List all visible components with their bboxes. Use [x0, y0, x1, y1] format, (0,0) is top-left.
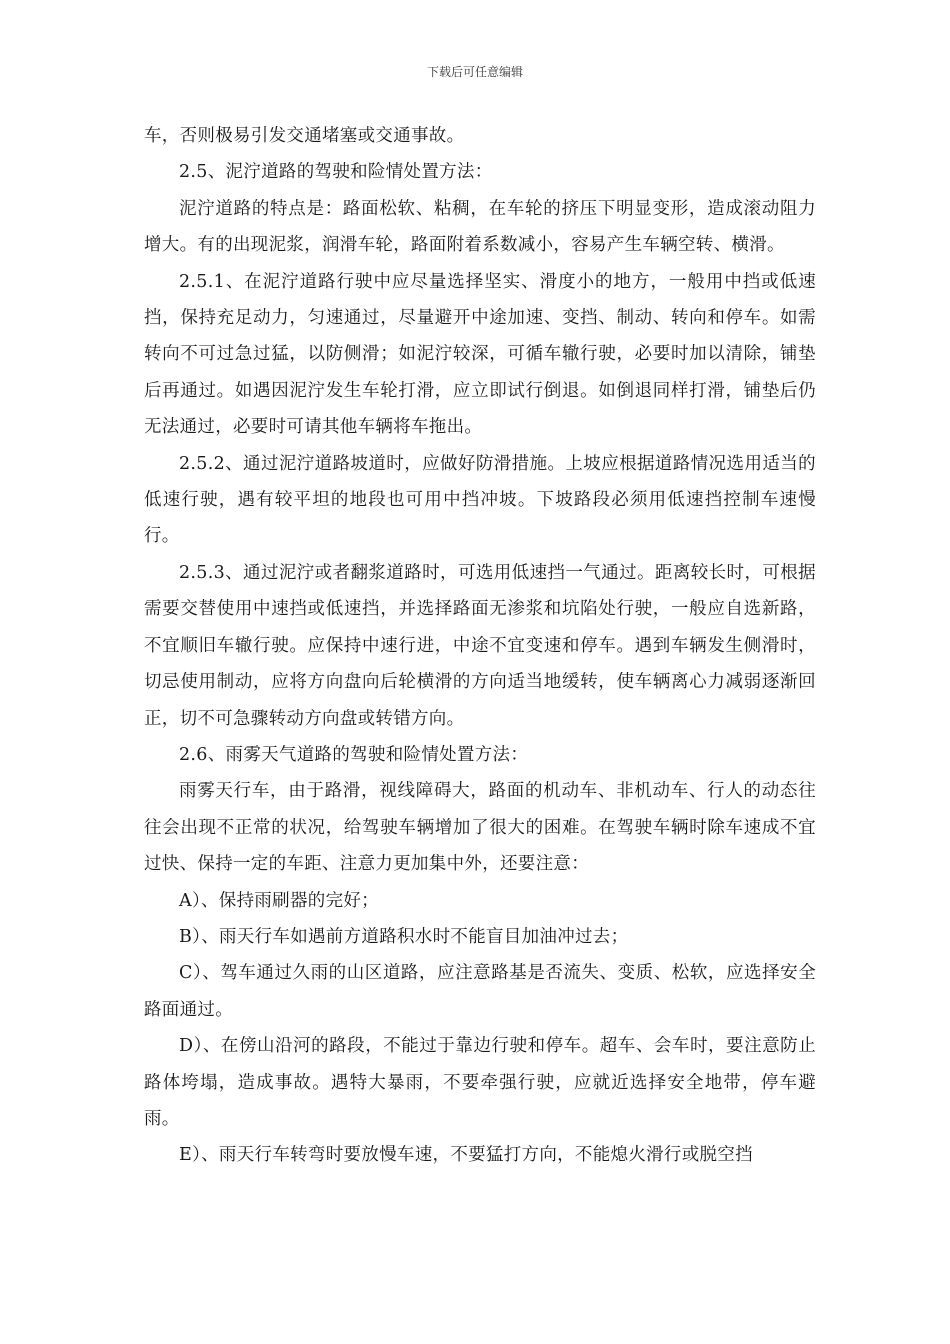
paragraph: 雨雾天行车，由于路滑，视线障碍大，路面的机动车、非机动车、行人的动态往往会出现不正常的状况，给驾驶车辆增加了很大的困难。在驾驶车辆时除车速成不宜过快、保持一定的车距、注意力更加集中外，还要注意：	[144, 781, 816, 875]
list-item: E）、雨天行车转弯时要放慢车速，不要猛打方向，不能熄火滑行或脱空挡	[179, 1145, 753, 1166]
list-item: B）、雨天行车如遇前方道路积水时不能盲目加油冲过去；	[179, 926, 629, 947]
paragraph: 2.5.2、通过泥泞道路坡道时，应做好防滑措施。上坡应根据道路情况选用适当的低速行驶，遇有较平坦的地段也可用中挡冲坡。下坡路段必须用低速挡控制车速慢行。	[144, 453, 816, 547]
document-body	[144, 118, 816, 1174]
paragraph: 2.5.1、在泥泞道路行驶中应尽量选择坚实、滑度小的地方，一般用中挡或低速挡，保持充足动力，匀速通过，尽量避开中途加速、变挡、制动、转向和停车。如需转向不可过急过猛，以防侧滑；如泥泞较深，可循车辙行驶，必要时加以清除，铺垫后再通过。如遇因泥泞发生车轮打滑，应立即试行倒退。如倒退同样打滑，铺垫后仍无法通过，必要时可请其他车辆将车拖出。	[144, 271, 816, 438]
paragraph: 车，否则极易引发交通堵塞或交通事故。	[144, 126, 465, 146]
paragraph: 2.5.3、通过泥泞或者翻浆道路时，可选用低速挡一气通过。距离较长时，可根据需要交替使用中速挡或低速挡，并选择路面无渗浆和坑陷处行驶，一般应自选新路，不宜顺旧车辙行驶。应保持中速行进，中途不宜变速和停车。遇到车辆发生侧滑时，切忌使用制动，应将方向盘向后轮横滑的方向适当地缓转，使车辆离心力减弱逐渐回正，切不可急骤转动方向盘或转错方向。	[144, 562, 816, 729]
list-item: A）、保持雨刷器的完好；	[179, 890, 379, 911]
list-item: C）、驾车通过久雨的山区道路，应注意路基是否流失、变质、松软，应选择安全路面通过。	[144, 963, 816, 1020]
section-heading: 2.6、雨雾天气道路的驾驶和险情处置方法：	[179, 744, 529, 765]
list-item: D）、在傍山沿河的路段，不能过于靠边行驶和停车。超车、会车时，要注意防止路体垮塌，造成事故。遇特大暴雨，不要牵强行驶，应就近选择安全地带，停车避雨。	[144, 1036, 816, 1129]
page-header: 下载后可任意编辑	[426, 65, 523, 79]
paragraph: 泥泞道路的特点是：路面松软、粘稠，在车轮的挤压下明显变形，造成滚动阻力增大。有的出现泥浆，润滑车轮，路面附着系数减小，容易产生车辆空转、横滑。	[144, 198, 816, 256]
section-heading: 2.5、泥泞道路的驾驶和险情处置方法：	[179, 162, 493, 183]
